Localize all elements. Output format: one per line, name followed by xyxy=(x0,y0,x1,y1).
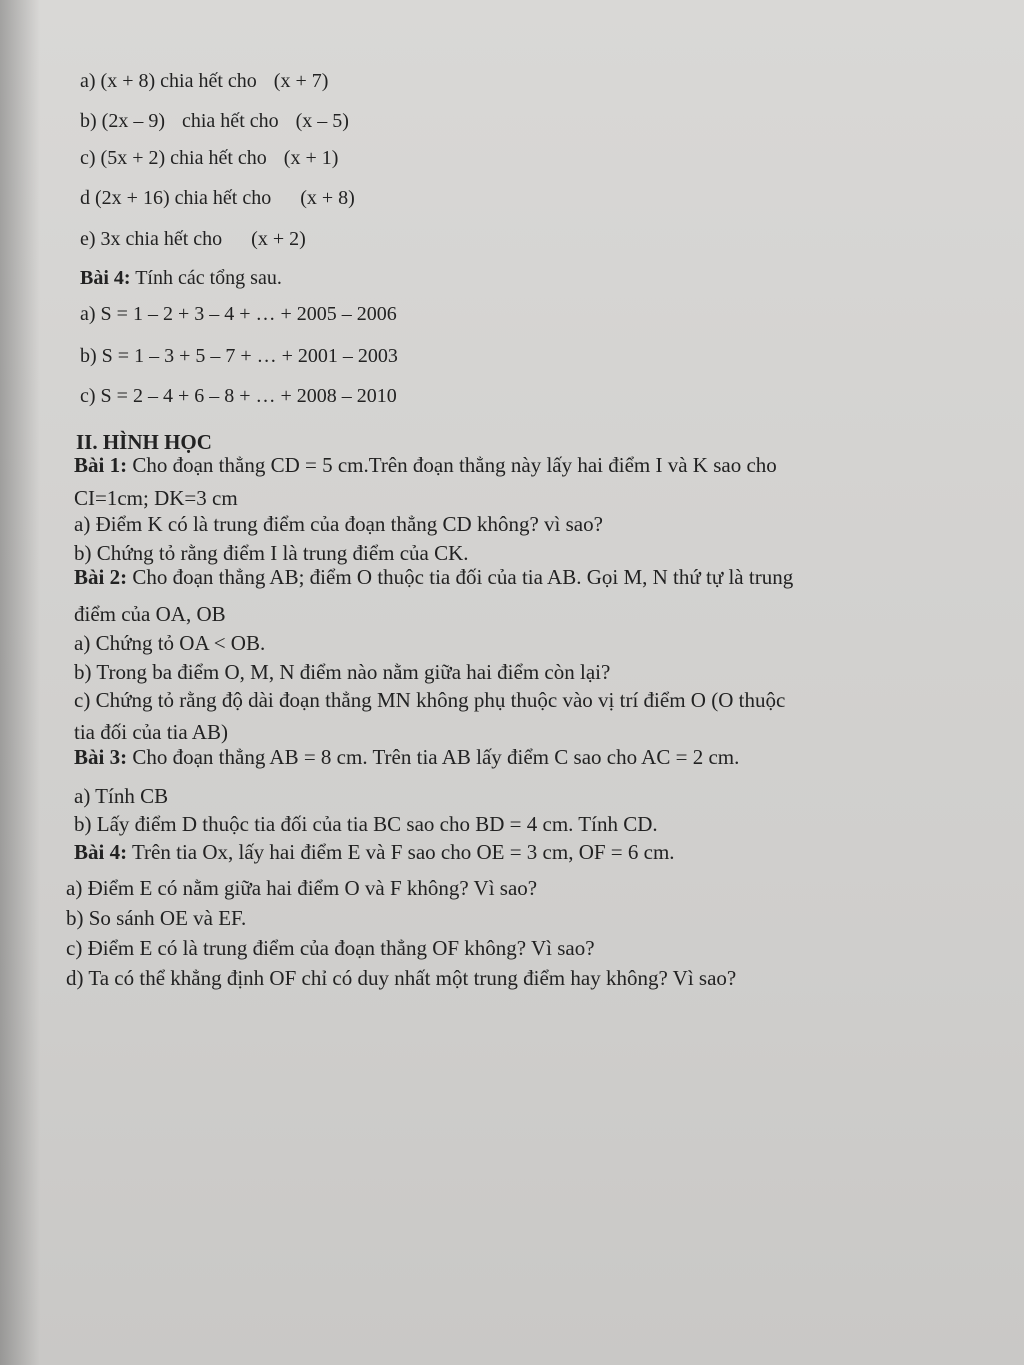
item-label: b) xyxy=(80,110,97,132)
exercise-text: Trên tia Ox, lấy hai điểm E và F sao cho OE = 3 cm, OF = 6 cm. xyxy=(131,840,675,864)
item-divisor: (x + 7) xyxy=(273,70,329,92)
div-item-e xyxy=(80,228,306,251)
geo-bai1-line2: CI=1cm; DK=3 cm xyxy=(74,486,238,510)
geo-bai3-line1 xyxy=(74,745,739,770)
item-label: e) xyxy=(80,228,96,250)
bai4-sums-heading xyxy=(80,267,282,290)
sum-expression: S = 2 – 4 + 6 – 8 + … + 2008 – 2010 xyxy=(100,385,397,407)
exercise-title: Bài 3: xyxy=(74,745,128,769)
geo-bai4-line1 xyxy=(74,840,675,865)
exercise-title: Bài 1: xyxy=(74,453,128,477)
item-label: d xyxy=(80,187,90,209)
geo-bai2-b: b) Trong ba điểm O, M, N điểm nào nằm giữa hai điểm còn lại? xyxy=(74,660,611,684)
geo-bai1-a: a) Điểm K có là trung điểm của đoạn thẳng CD không? vì sao? xyxy=(74,512,603,536)
item-label: a) xyxy=(80,70,96,92)
div-item-d xyxy=(80,187,355,210)
item-verb: chia hết cho xyxy=(182,110,279,132)
item-expr: (5x + 2) xyxy=(100,147,166,169)
geo-bai4-d: d) Ta có thể khẳng định OF chỉ có duy nhất một trung điểm hay không? Vì sao? xyxy=(66,966,737,990)
item-divisor: (x + 8) xyxy=(300,187,355,209)
exercise-text: Cho đoạn thẳng CD = 5 cm.Trên đoạn thẳng này lấy hai điểm I và K sao cho xyxy=(132,453,777,477)
item-expr: (x + 8) xyxy=(100,70,156,92)
sum-expression: S = 1 – 2 + 3 – 4 + … + 2005 – 2006 xyxy=(100,303,397,325)
div-item-c xyxy=(80,147,338,170)
geo-bai4-b: b) So sánh OE và EF. xyxy=(66,906,247,930)
sum-item-a xyxy=(80,303,397,326)
geo-bai4-a: a) Điểm E có nằm giữa hai điểm O và F không? Vì sao? xyxy=(66,876,538,900)
exercise-title: Bài 2: xyxy=(74,565,128,589)
div-item-b xyxy=(80,110,349,133)
geo-bai2-line1 xyxy=(74,565,793,590)
exercise-title: Bài 4: xyxy=(80,267,131,289)
item-expr: (2x – 9) xyxy=(101,110,165,132)
geo-bai1-line1 xyxy=(74,453,777,478)
sum-item-b xyxy=(80,345,398,368)
exercise-title: Bài 4: xyxy=(74,840,128,864)
item-divisor: (x + 1) xyxy=(283,147,339,169)
geo-bai2-a: a) Chứng tỏ OA < OB. xyxy=(74,631,266,655)
exercise-prompt: Tính các tổng sau. xyxy=(135,267,282,289)
exercise-text: Cho đoạn thẳng AB = 8 cm. Trên tia AB lấy điểm C sao cho AC = 2 cm. xyxy=(132,745,740,769)
geo-bai3-b: b) Lấy điểm D thuộc tia đối của tia BC sao cho BD = 4 cm. Tính CD. xyxy=(74,812,658,836)
item-label: c) xyxy=(80,385,96,407)
geo-bai2-line2: điểm của OA, OB xyxy=(74,602,226,626)
item-label: c) xyxy=(80,147,96,169)
sum-item-c xyxy=(80,385,397,408)
div-item-a xyxy=(80,70,328,93)
exercise-text: Cho đoạn thẳng AB; điểm O thuộc tia đối của tia AB. Gọi M, N thứ tự là trung xyxy=(132,565,794,589)
item-expr: 3x xyxy=(100,228,121,250)
item-label: a) xyxy=(80,303,96,325)
item-verb: chia hết cho xyxy=(160,70,257,92)
item-divisor: (x – 5) xyxy=(295,110,349,132)
geo-bai1-b: b) Chứng tỏ rằng điểm I là trung điểm của CK. xyxy=(74,541,469,565)
page-shadow xyxy=(0,0,40,1365)
item-verb: chia hết cho xyxy=(174,187,272,209)
item-expr: (2x + 16) xyxy=(95,187,170,209)
geo-bai2-c2: tia đối của tia AB) xyxy=(74,720,228,744)
geo-bai2-c1: c) Chứng tỏ rằng độ dài đoạn thẳng MN không phụ thuộc vào vị trí điểm O (O thuộc xyxy=(74,688,786,712)
geo-bai4-c: c) Điểm E có là trung điểm của đoạn thẳng OF không? Vì sao? xyxy=(66,936,595,960)
item-verb: chia hết cho xyxy=(125,228,223,250)
sum-expression: S = 1 – 3 + 5 – 7 + … + 2001 – 2003 xyxy=(101,345,398,367)
geo-bai3-a: a) Tính CB xyxy=(74,784,169,808)
item-verb: chia hết cho xyxy=(170,147,267,169)
section-heading: II. HÌNH HỌC xyxy=(76,430,212,454)
item-label: b) xyxy=(80,345,97,367)
item-divisor: (x + 2) xyxy=(251,228,306,250)
